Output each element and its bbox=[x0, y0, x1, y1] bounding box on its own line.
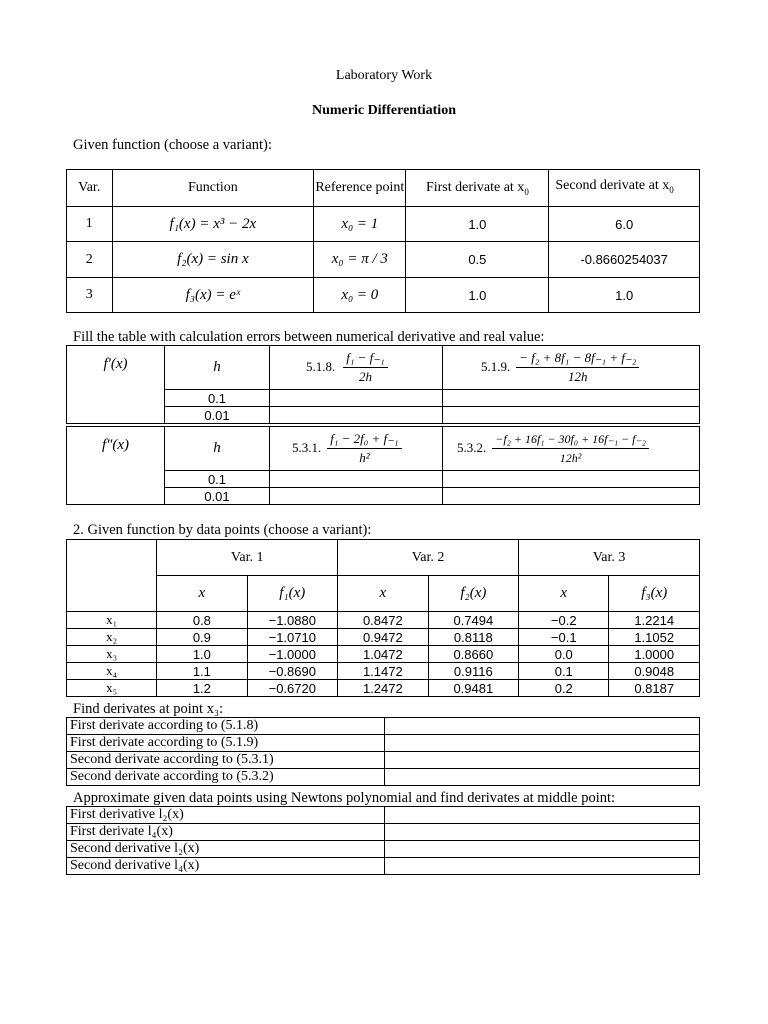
function-cell: f₃(x) = eˣ bbox=[112, 278, 314, 313]
answer-cell[interactable] bbox=[385, 718, 700, 735]
question-label: First derivate according to (5.1.9) bbox=[67, 735, 385, 752]
second-derivate-sub: 0 bbox=[669, 184, 674, 195]
cell: 0.9116 bbox=[428, 663, 519, 680]
answer-cell[interactable] bbox=[270, 407, 443, 424]
row-label: x₄ bbox=[67, 663, 157, 680]
section5-intro: Approximate given data points using Newtons polynomial and find derivates at middle point: bbox=[73, 790, 616, 806]
reference-cell: x₀ = 0 bbox=[314, 278, 406, 313]
col-f-header: f₁(x) bbox=[247, 576, 338, 612]
formula-fraction bbox=[327, 430, 401, 467]
error-table-first bbox=[66, 345, 700, 424]
section3-intro: 2. Given function by data points (choose a variant): bbox=[73, 522, 372, 538]
var-cell: 2 bbox=[67, 242, 113, 278]
col-reference-header: Reference point bbox=[314, 170, 406, 207]
first-derivate-cell: 0.5 bbox=[406, 242, 549, 278]
first-derivate-label: First derivate at x bbox=[425, 179, 525, 195]
row-label: x₁ bbox=[67, 612, 157, 629]
function-table bbox=[66, 169, 700, 313]
cell: 0.8660 bbox=[428, 646, 519, 663]
cell: 1.1472 bbox=[338, 663, 429, 680]
function-cell: f₁(x) = x³ − 2x bbox=[112, 207, 314, 242]
answer-cell[interactable] bbox=[270, 390, 443, 407]
formula-fraction bbox=[343, 349, 387, 386]
var-cell: 3 bbox=[67, 278, 113, 313]
cell: 1.1052 bbox=[609, 629, 700, 646]
var-cell: 1 bbox=[67, 207, 113, 242]
section1-intro: Given function (choose a variant): bbox=[73, 137, 272, 153]
col-x-header: x bbox=[157, 576, 247, 612]
cell: 0.8472 bbox=[338, 612, 429, 629]
error-table-second bbox=[66, 426, 700, 505]
col-first-derivate-header bbox=[406, 170, 549, 207]
h-value: 0.01 bbox=[165, 407, 270, 424]
row-label: x₂ bbox=[67, 629, 157, 646]
col-function-header: Function bbox=[112, 170, 314, 207]
cell: 0.0 bbox=[519, 646, 609, 663]
cell: 1.2472 bbox=[338, 680, 429, 697]
cell: 1.1 bbox=[157, 663, 247, 680]
question-label: Second derivative l₄(x) bbox=[67, 858, 385, 875]
formula-5-1-9 bbox=[443, 346, 700, 390]
col-f-header: f₂(x) bbox=[428, 576, 519, 612]
cell: 1.0472 bbox=[338, 646, 429, 663]
answer-cell[interactable] bbox=[443, 471, 700, 488]
second-derivate-label: Second derivate at x bbox=[555, 178, 670, 194]
answer-cell[interactable] bbox=[385, 841, 700, 858]
table-row bbox=[67, 752, 700, 769]
table-row bbox=[67, 612, 700, 629]
function-row bbox=[67, 278, 700, 313]
cell: −1.0710 bbox=[247, 629, 338, 646]
h-value: 0.1 bbox=[165, 471, 270, 488]
cell: 0.2 bbox=[519, 680, 609, 697]
cell: 0.1 bbox=[519, 663, 609, 680]
cell: 1.2214 bbox=[609, 612, 700, 629]
corner-cell bbox=[67, 540, 157, 612]
h-header: h bbox=[165, 427, 270, 471]
formula-tag: 5.3.1. bbox=[292, 440, 322, 456]
formula-5-1-8 bbox=[270, 346, 443, 390]
cell: −0.2 bbox=[519, 612, 609, 629]
formula-5-3-1 bbox=[270, 427, 443, 471]
question-label: First derivate according to (5.1.8) bbox=[67, 718, 385, 735]
table-row bbox=[67, 718, 700, 735]
variant-header: Var. 1 bbox=[157, 540, 338, 576]
answer-cell[interactable] bbox=[270, 488, 443, 505]
first-derivative-label: f′(x) bbox=[67, 346, 165, 424]
cell: −0.1 bbox=[519, 629, 609, 646]
reference-cell: x₀ = π / 3 bbox=[314, 242, 406, 278]
cell: −0.8690 bbox=[247, 663, 338, 680]
col-var-header: Var. bbox=[67, 170, 113, 207]
cell: −1.0000 bbox=[247, 646, 338, 663]
table-row bbox=[67, 646, 700, 663]
question-label: Second derivate according to (5.3.2) bbox=[67, 769, 385, 786]
row-label: x₅ bbox=[67, 680, 157, 697]
section2-intro: Fill the table with calculation errors between numerical derivative and real value: bbox=[73, 329, 545, 345]
table-row bbox=[67, 858, 700, 875]
answer-cell[interactable] bbox=[443, 407, 700, 424]
cell: 0.8187 bbox=[609, 680, 700, 697]
section4-intro: Find derivates at point x₃: bbox=[73, 701, 224, 717]
formula-denominator: 2h bbox=[358, 369, 372, 384]
formula-fraction bbox=[492, 430, 649, 467]
table-row bbox=[67, 735, 700, 752]
variant-header: Var. 2 bbox=[338, 540, 519, 576]
formula-5-3-2 bbox=[443, 427, 700, 471]
formula-denominator: 12h² bbox=[559, 451, 582, 465]
question-label: First derivate l₄(x) bbox=[67, 824, 385, 841]
answer-cell[interactable] bbox=[385, 858, 700, 875]
cell: 0.9472 bbox=[338, 629, 429, 646]
reference-cell: x₀ = 1 bbox=[314, 207, 406, 242]
newton-table bbox=[66, 806, 700, 875]
answer-cell[interactable] bbox=[443, 488, 700, 505]
formula-tag: 5.1.8. bbox=[306, 359, 336, 375]
formula-numerator: −f₂ + 16f₁ − 30f₀ + 16f₋₁ − f₋₂ bbox=[492, 430, 649, 449]
answer-cell[interactable] bbox=[385, 735, 700, 752]
formula-numerator: f₁ − f₋₁ bbox=[343, 349, 387, 368]
derivates-table bbox=[66, 717, 700, 786]
page-subtitle: Numeric Differentiation bbox=[312, 103, 456, 118]
answer-cell[interactable] bbox=[385, 807, 700, 824]
question-label: First derivative l₂(x) bbox=[67, 807, 385, 824]
cell: 1.0000 bbox=[609, 646, 700, 663]
formula-denominator: h² bbox=[359, 450, 370, 465]
function-row bbox=[67, 242, 700, 278]
formula-numerator: f₁ − 2f₀ + f₋₁ bbox=[327, 430, 401, 449]
formula-denominator: 12h bbox=[568, 369, 588, 384]
cell: −1.0880 bbox=[247, 612, 338, 629]
cell: 0.8118 bbox=[428, 629, 519, 646]
first-derivate-cell: 1.0 bbox=[406, 278, 549, 313]
table-row bbox=[67, 680, 700, 697]
col-f-header: f₃(x) bbox=[609, 576, 700, 612]
first-derivate-cell: 1.0 bbox=[406, 207, 549, 242]
cell: 0.9 bbox=[157, 629, 247, 646]
formula-fraction bbox=[516, 349, 639, 386]
formula-tag: 5.1.9. bbox=[481, 359, 511, 375]
page-title: Laboratory Work bbox=[335, 68, 433, 83]
data-points-table bbox=[66, 539, 700, 697]
col-second-derivate-header bbox=[549, 170, 700, 207]
function-cell: f₂(x) = sin x bbox=[112, 242, 314, 278]
question-label: Second derivate according to (5.3.1) bbox=[67, 752, 385, 769]
answer-cell[interactable] bbox=[270, 471, 443, 488]
h-value: 0.1 bbox=[165, 390, 270, 407]
table-row bbox=[67, 807, 700, 824]
variant-header: Var. 3 bbox=[519, 540, 700, 576]
formula-numerator: − f₂ + 8f₁ − 8f₋₁ + f₋₂ bbox=[516, 349, 639, 368]
second-derivate-cell: 1.0 bbox=[549, 278, 700, 313]
answer-cell[interactable] bbox=[385, 824, 700, 841]
table-row bbox=[67, 841, 700, 858]
answer-cell[interactable] bbox=[385, 769, 700, 786]
cell: 0.8 bbox=[157, 612, 247, 629]
h-value: 0.01 bbox=[165, 488, 270, 505]
cell: 0.7494 bbox=[428, 612, 519, 629]
answer-cell[interactable] bbox=[385, 752, 700, 769]
cell: −0.6720 bbox=[247, 680, 338, 697]
cell: 1.0 bbox=[157, 646, 247, 663]
question-label: Second derivative l₂(x) bbox=[67, 841, 385, 858]
col-x-header: x bbox=[338, 576, 429, 612]
col-x-header: x bbox=[519, 576, 609, 612]
h-header: h bbox=[165, 346, 270, 390]
formula-tag: 5.3.2. bbox=[457, 440, 487, 456]
table-row bbox=[67, 629, 700, 646]
row-label: x₃ bbox=[67, 646, 157, 663]
cell: 0.9048 bbox=[609, 663, 700, 680]
table-row bbox=[67, 824, 700, 841]
table-row bbox=[67, 663, 700, 680]
second-derivative-label: f″(x) bbox=[67, 427, 165, 505]
second-derivate-cell: -0.8660254037 bbox=[549, 242, 700, 278]
answer-cell[interactable] bbox=[443, 390, 700, 407]
function-row bbox=[67, 207, 700, 242]
first-derivate-sub: 0 bbox=[524, 186, 529, 197]
cell: 0.9481 bbox=[428, 680, 519, 697]
table-row bbox=[67, 769, 700, 786]
second-derivate-cell: 6.0 bbox=[549, 207, 700, 242]
cell: 1.2 bbox=[157, 680, 247, 697]
